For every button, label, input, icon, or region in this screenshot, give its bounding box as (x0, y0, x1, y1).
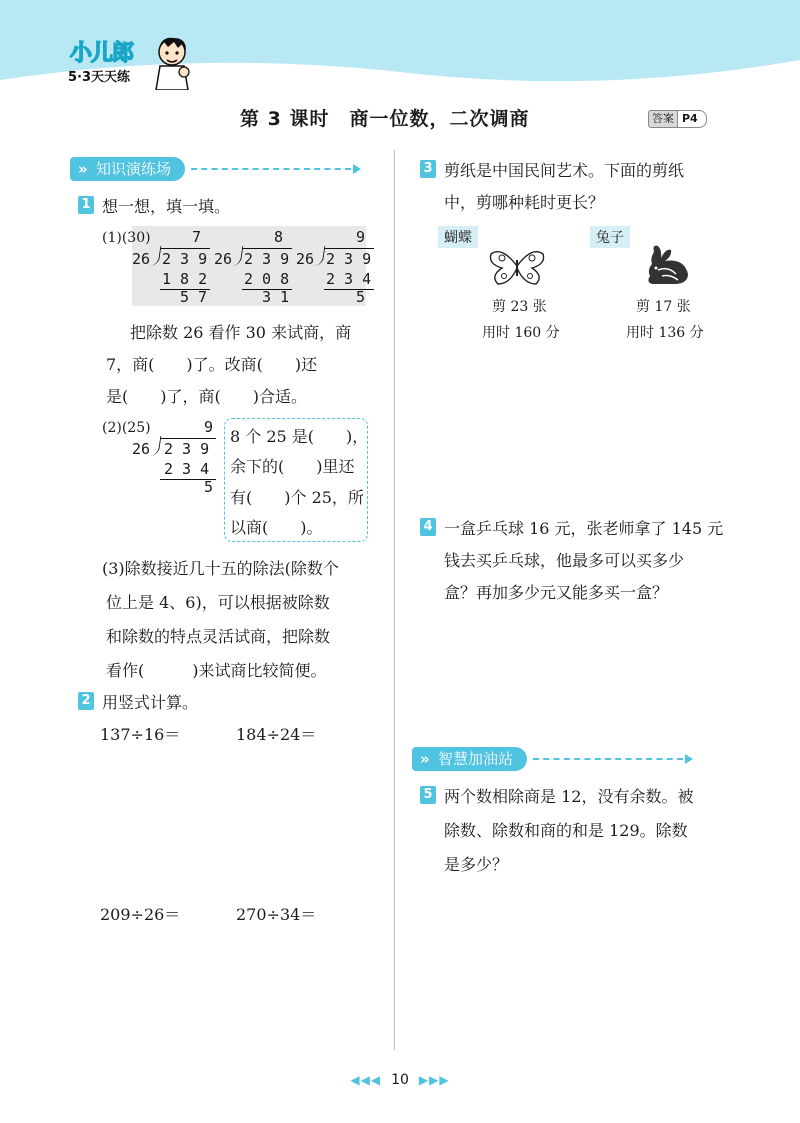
divisor: 26 (132, 440, 151, 458)
q2-problem-1: 137÷16＝ (100, 725, 181, 744)
arrow-right-icon (353, 164, 361, 174)
q1-part3-line1: (3)除数接近几十五的除法(除数个 (102, 559, 339, 578)
q4-stem-line3: 盒？再加多少元又能多买一盒？ (444, 583, 669, 602)
quotient: 7 (192, 228, 202, 246)
quotient: 9 (204, 418, 214, 436)
dividend: 2 3 9 (326, 250, 372, 268)
section-banner-label: » 知识演练场 (70, 157, 185, 181)
long-division-3 (296, 228, 376, 308)
quotient: 9 (356, 228, 366, 246)
arrow-right-icon (685, 754, 693, 764)
question-number-1: 1 (78, 196, 94, 214)
product: 2 3 4 (164, 460, 210, 478)
q5-stem-line2: 除数、除数和商的和是 129。除数 (444, 821, 688, 840)
rabbit-papercut-icon (644, 244, 692, 286)
divisor: 26 (214, 250, 233, 268)
section-banner-practice (70, 156, 361, 182)
q1-part1-label: (1)(30) (102, 230, 151, 246)
question-number-3: 3 (420, 160, 436, 178)
q2-problem-2: 184÷24＝ (236, 725, 317, 744)
dividend: 2 3 9 (164, 440, 210, 458)
dividend: 2 3 9 (162, 250, 208, 268)
answer-key-tag[interactable] (648, 110, 707, 128)
product: 2 3 4 (326, 270, 372, 288)
q1-part3-line4: 看作( )来试商比较简便。 (106, 661, 327, 680)
logo-brand-top: 小儿郎 (70, 41, 134, 66)
long-division-2 (214, 228, 294, 308)
q3-stem-line2: 中，剪哪种耗时更长？ (444, 193, 605, 212)
butterfly-label: 蝴蝶 (438, 226, 478, 248)
q1-stem: 想一想，填一填。 (102, 197, 231, 216)
product: 2 0 8 (244, 270, 290, 288)
prev-arrows-icon: ◀◀◀ (350, 1073, 382, 1087)
divisor: 26 (296, 250, 315, 268)
q2-problem-3: 209÷26＝ (100, 905, 181, 924)
q1-part1-text-line1: 把除数 26 看作 30 来试商，商 (130, 323, 352, 342)
lesson-title: 第 3 课时 商一位数，二次调商 (240, 108, 530, 130)
section-banner-challenge (412, 746, 693, 772)
q1-part3-line3: 和除数的特点灵活试商，把除数 (106, 627, 331, 646)
rabbit-label: 兔子 (590, 226, 630, 248)
q2-problem-4: 270÷34＝ (236, 905, 317, 924)
butterfly-papercut-icon (488, 246, 546, 286)
q1-part1-text-line3: 是( )了，商( )合适。 (106, 387, 307, 406)
page-number: 10 (391, 1072, 409, 1088)
answer-key-label: 答案 (648, 110, 678, 128)
q4-stem-line2: 钱去买乒乓球，他最多可以买多少 (444, 551, 685, 570)
dividend: 2 3 9 (244, 250, 290, 268)
q1-hint-line2: 余下的( )里还 (230, 457, 355, 476)
long-division-4 (132, 418, 222, 498)
page-footer (0, 1068, 800, 1092)
boy-mascot-icon (152, 34, 192, 90)
q1-hint-line1: 8 个 25 是( )， (230, 427, 369, 446)
q5-stem-line3: 是多少？ (444, 855, 509, 874)
q2-stem: 用竖式计算。 (102, 693, 199, 712)
product: 1 8 2 (162, 270, 208, 288)
q1-part3-line2: 位上是 4、6)，可以根据被除数 (106, 593, 330, 612)
rabbit-count: 剪 17 张 (636, 299, 691, 315)
q3-stem-line1: 剪纸是中国民间艺术。下面的剪纸 (444, 161, 685, 180)
q1-part2-label: (2)(25) (102, 420, 151, 436)
answer-key-page: P4 (678, 110, 707, 128)
next-arrows-icon: ▶▶▶ (418, 1073, 450, 1087)
question-number-5: 5 (420, 786, 436, 804)
column-divider (394, 150, 395, 1050)
brand-logo (62, 34, 192, 94)
rabbit-time: 用时 136 分 (626, 325, 704, 341)
butterfly-count: 剪 23 张 (492, 299, 547, 315)
section-banner-label: » 智慧加油站 (412, 747, 527, 771)
question-number-2: 2 (78, 692, 94, 710)
logo-brand-bottom: 5·3天天练 (68, 70, 131, 85)
q1-hint-line3: 有( )个 25，所 (230, 488, 364, 507)
butterfly-time: 用时 160 分 (482, 325, 560, 341)
q4-stem-line1: 一盒乒乓球 16 元，张老师拿了 145 元 (444, 519, 724, 538)
quotient: 8 (274, 228, 284, 246)
question-number-4: 4 (420, 518, 436, 536)
remainder: 5 (204, 478, 214, 496)
remainder: 5 7 (180, 288, 208, 306)
divisor: 26 (132, 250, 151, 268)
long-division-1 (132, 228, 212, 308)
q1-part1-text-line2: 7，商( )了。改商( )还 (106, 355, 318, 374)
q5-stem-line1: 两个数相除商是 12，没有余数。被 (444, 787, 694, 806)
remainder: 3 1 (262, 288, 290, 306)
remainder: 5 (356, 288, 366, 306)
q1-hint-line4: 以商( )。 (230, 518, 323, 537)
